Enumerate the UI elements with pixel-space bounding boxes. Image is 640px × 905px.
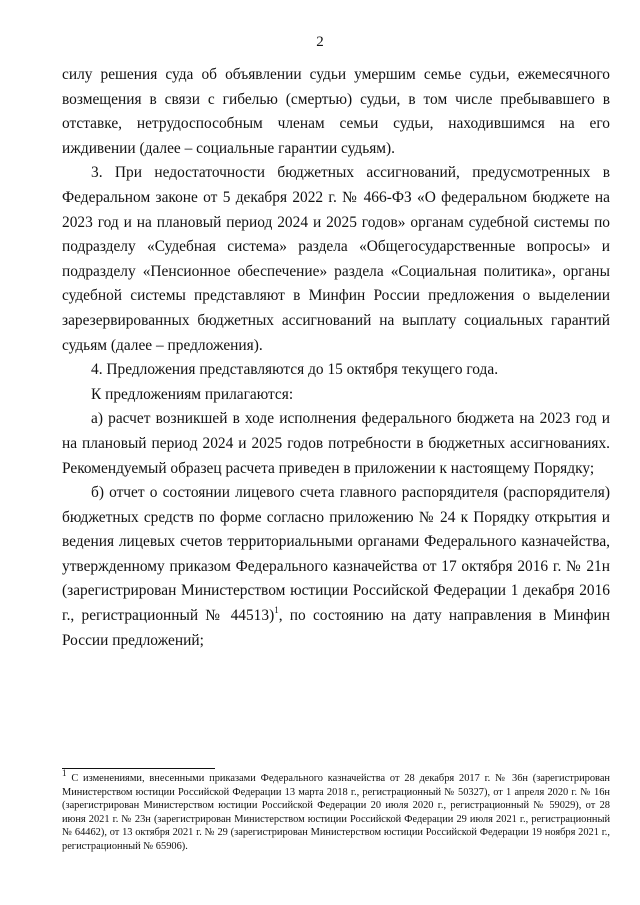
page-number: 2 (316, 34, 324, 50)
footnote-text (62, 767, 610, 854)
footnote (62, 767, 610, 854)
footnote-body: С изменениями, внесенными приказами Федерального казначейства от 28 декабря 2017 г. № 36н (зарегистрирован Министерством юстиции Российской Федерации 13 марта 2018 г., регистрационный № 50327), от 1 апреля 2020 г. № 16н (зарегистрирован Министерством юстиции Российской Федерации 20 июля 2020 г., регистрационный № 59029), от 28 июня 2021 г. № 23н (зарегистрирован Министерством юстиции Российской Федерации 29 июля 2021 г., регистрационный № 64462), от 13 октября 2021 г. № 29 (зарегистрирован Министерством юстиции Российской Федерации 19 ноября 2021 г., регистрационный № 65906). (62, 773, 610, 852)
paragraph-3-insufficient-allocations: 3. При недостаточности бюджетных ассигнований, предусмотренных в Федеральном законе от 5 декабря 2022 г. № 466-ФЗ «О федеральном бюджете на 2023 год и на плановый период 2024 и 2025 годов» органам судебной системы по подразделу «Судебная система» раздела «Общегосударственные вопросы» и подразделу «Пенсионное обеспечение» раздела «Социальная политика», органы судебной системы представляют в Минфин России предложения о выделении зарезервированных бюджетных ассигнований на выплату социальных гарантий судьям (далее – предложения). (62, 164, 610, 354)
paragraph-social-guarantees-continuation: силу решения суда об объявлении судьи умершим семье судьи, ежемесячного возмещения в связи с гибелью (смертью) судьи, в том числе пребывавшего в отставке, нетрудоспособным членам семьи судьи, находившимся на его иждивении (далее – социальные гарантии судьям). (62, 66, 610, 157)
footnote-separator (62, 768, 215, 769)
paragraph-a-calculation: а) расчет возникшей в ходе исполнения федерального бюджета на 2023 год и на плановый период 2024 и 2025 годов потребности в бюджетных ассигнованиях. Рекомендуемый образец расчета приведен в приложении к настоящему Порядку; (62, 410, 610, 477)
body-text (62, 63, 610, 653)
paragraph-b-account-report (62, 481, 610, 653)
paragraph-b-text: б) отчет о состоянии лицевого счета главного распорядителя (распорядителя) бюджетных средств по форме согласно приложению № 24 к Порядку открытия и ведения лицевых счетов территориальными органами Федерального казначейства, утвержденному приказом Федерального казначейства от 17 октября 2016 г. № 21н (зарегистрирован Министерством юстиции Российской Федерации 1 декабря 2016 г., регистрационный № 44513) (62, 484, 610, 625)
paragraph-4-submission-deadline: 4. Предложения представляются до 15 октября текущего года. (91, 361, 499, 379)
footnote-mark: 1 (62, 767, 67, 778)
footnote-reference-mark: 1 (274, 604, 279, 615)
paragraph-attachments-intro: К предложениям прилагаются: (91, 385, 294, 403)
paragraph-b-text-end: , по состоянию на дату направления в Минфин России предложений; (62, 607, 610, 649)
